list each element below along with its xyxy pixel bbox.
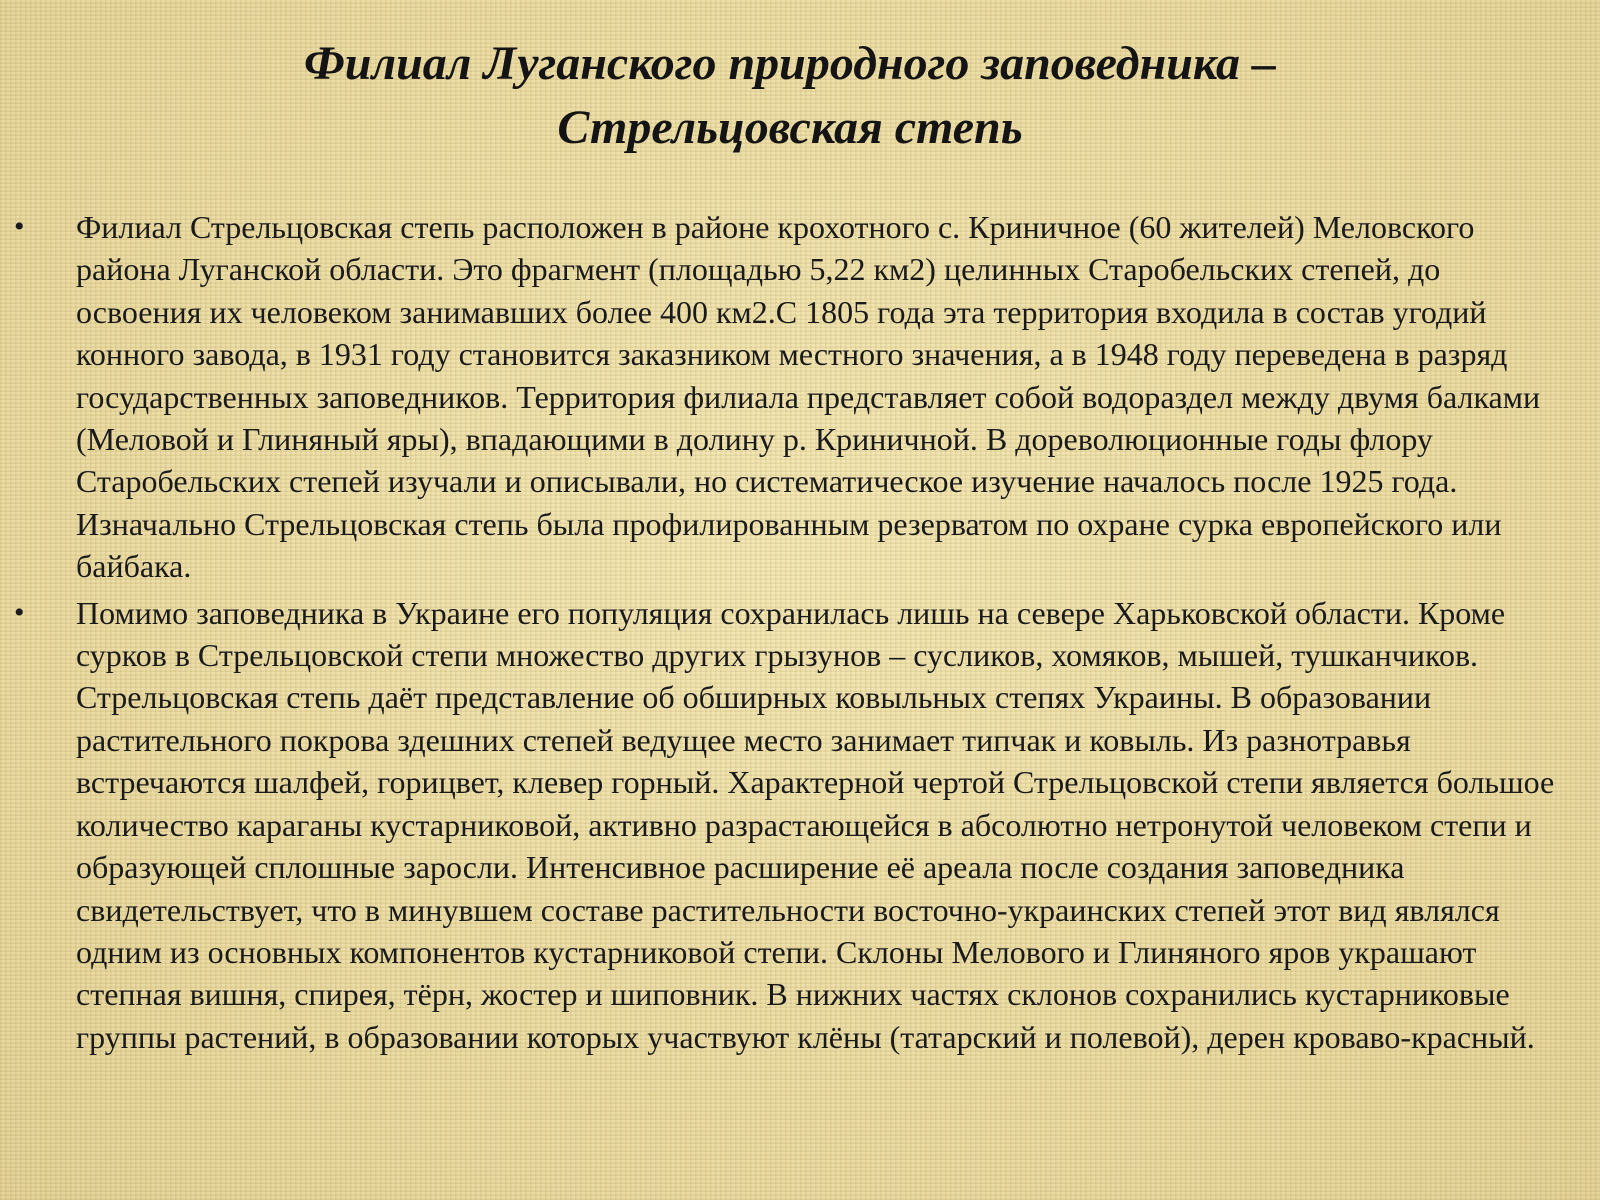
bullet-dot-icon: • bbox=[14, 210, 25, 243]
slide-title-line-1: Филиал Луганского природного заповедника – bbox=[303, 37, 1277, 90]
slide-title bbox=[60, 32, 1520, 160]
bullet-dot-icon: • bbox=[14, 595, 25, 629]
bullet-list bbox=[0, 206, 1600, 1062]
slide-title-line-2: Стрельцовская степь bbox=[557, 101, 1023, 154]
bullet-item-1 bbox=[0, 206, 1600, 588]
bullet-item-2 bbox=[0, 592, 1600, 1058]
bullet-text-2: Помимо заповедника в Украине его популяция сохранилась лишь на севере Харьковской области. Кроме сурков в Стрельцовской степи множество других грызунов – сусликов, хомяков, мышей, тушканчиков. Стрельцовская степь даёт представление об обширных ковыльных степях Украины. В образовании растительного покрова здешних степей ведущее место занимает типчак и ковыль. Из разнотравья встречаются шалфей, горицвет, клевер горный. Характерной чертой Стрельцовской степи является большое количество караганы кустарниковой, активно разрастающейся в абсолютно нетронутой человеком степи и образующей сплошные заросли. Интенсивное расширение её ареала после создания заповедника свидетельствует, что в минувшем составе растительности восточно-украинских степей этот вид являлся одним из основных компонентов кустарниковой степи. Склоны Мелового и Глиняного яров украшают степная вишня, спирея, тёрн, жостер и шиповник. В нижних частях склонов сохранились кустарниковые группы растений, в образовании которых участвуют клёны (татарский и полевой), дерен кроваво-красный. bbox=[76, 594, 1555, 1055]
bullet-text-1: Филиал Стрельцовская степь расположен в районе крохотного с. Криничное (60 жителей) Меловского района Луганской области. Это фрагмент (площадью 5,22 км2) целинных Старобельских степей, до освоения их человеком занимавших более 400 км2.С 1805 года эта территория входила в состав угодий конного завода, в 1931 году становится заказником местного значения, а в 1948 году переведена в разряд государственных заповедников. Территория филиала представляет собой водораздел между двумя балками (Меловой и Глиняный яры), впадающими в долину р. Криничной. В дореволюционные годы флору Старобельских степей изучали и описывали, но систематическое изучение началось после 1925 года. Изначально Стрельцовская степь была профилированным резерватом по охране сурка европейского или байбака. bbox=[76, 209, 1541, 585]
